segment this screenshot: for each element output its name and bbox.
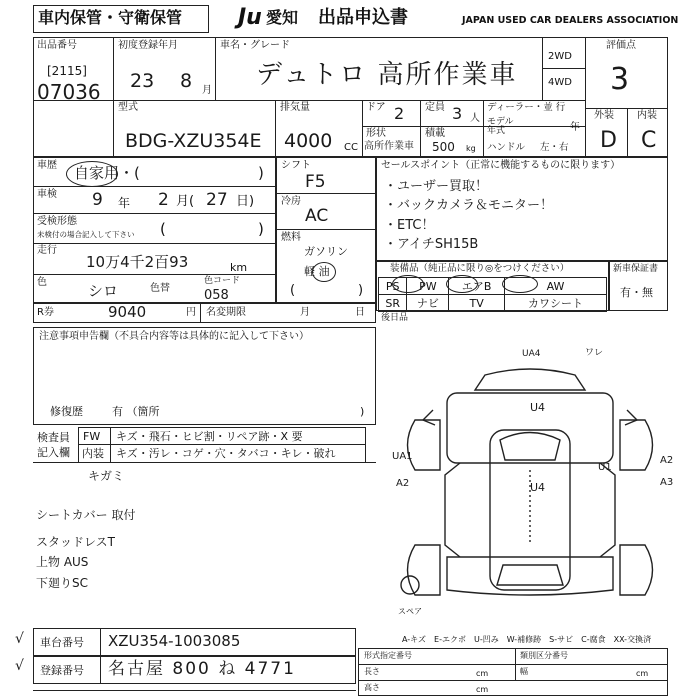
exterior-label: 外装 bbox=[594, 110, 614, 121]
color-value: シロ bbox=[88, 282, 119, 300]
repair-close: ) bbox=[360, 405, 365, 418]
diagram-label-crack: ワレ bbox=[585, 348, 604, 358]
sales-point-4: ・アイチSH15B bbox=[384, 237, 479, 252]
sales-point-2: ・バックカメラ＆モニター！ bbox=[384, 198, 554, 213]
fuel-circle bbox=[312, 262, 336, 282]
size-width: 幅 bbox=[520, 667, 528, 676]
registration-year: 23 bbox=[130, 70, 155, 92]
registration-month-unit: 月 bbox=[202, 85, 212, 96]
inspector-interior-text: キズ・汚レ・コゲ・穴・タバコ・キレ・破れ bbox=[116, 447, 336, 460]
mileage-value: 10万4千2百93 bbox=[86, 253, 189, 271]
inspection-month-unit: 月( bbox=[176, 194, 195, 209]
notes-label: 注意事項申告欄（不具合内容等は具体的に記入して下さい） bbox=[39, 331, 309, 342]
color-change-label: 色替 bbox=[150, 283, 170, 294]
recycle-value: 9040 bbox=[108, 303, 147, 321]
capacity-value: 3 bbox=[452, 104, 463, 123]
load-label: 積載 bbox=[425, 128, 445, 139]
mileage-label: 走行 bbox=[37, 245, 57, 256]
size-height-unit: cm bbox=[476, 685, 489, 694]
shift-label: シフト bbox=[281, 160, 311, 171]
lot-number: 07036 bbox=[37, 80, 101, 104]
sales-points-label: セールスポイント（正常に機能するものに限ります） bbox=[381, 160, 621, 171]
lot-label: 出品番号 bbox=[37, 40, 77, 51]
recycle-block bbox=[33, 303, 376, 323]
repair-label: 修復歴 bbox=[50, 405, 83, 418]
fuel-label: 燃料 bbox=[281, 232, 301, 243]
model-label: 型式 bbox=[118, 102, 138, 113]
inspection-day: 27 bbox=[206, 190, 228, 210]
equip-ps: PS bbox=[379, 278, 407, 295]
inspection-day-unit: 日) bbox=[236, 194, 255, 209]
size-length-unit: cm bbox=[476, 669, 489, 678]
size-length: 長さ bbox=[364, 667, 380, 676]
lot-sub-number: [2115] bbox=[47, 64, 87, 78]
dealer-label: ディーラー・並 行 bbox=[487, 102, 566, 113]
exterior-grade: D bbox=[600, 128, 617, 153]
load-value: 500 bbox=[432, 140, 455, 154]
equip-airbag-circle bbox=[502, 275, 538, 293]
car-damage-diagram bbox=[385, 345, 675, 615]
equip-airbag: エアB bbox=[449, 278, 505, 295]
interior-label: 内装 bbox=[637, 110, 657, 121]
spec-label-2: 類別区分番号 bbox=[520, 651, 568, 660]
doors-value: 2 bbox=[394, 104, 405, 123]
displacement-label: 排気量 bbox=[280, 102, 310, 113]
ac-value: AC bbox=[305, 206, 329, 226]
size-width-unit: cm bbox=[636, 669, 649, 678]
left-mark-2: √ bbox=[15, 658, 24, 674]
note-4: 下廻りSC bbox=[36, 576, 88, 590]
diagram-label-u1: U1 bbox=[598, 462, 612, 473]
plate-label: 登録番号 bbox=[40, 664, 84, 677]
diagram-label-a3: A3 bbox=[660, 477, 674, 488]
inspection-year-unit: 年 bbox=[118, 196, 131, 210]
rating-value: 3 bbox=[610, 62, 630, 97]
history-label: 車歴 bbox=[37, 160, 57, 171]
fuel-option: 軽 油 bbox=[304, 265, 330, 278]
model-year-label: モデル 年式 bbox=[487, 117, 514, 136]
history-value: 自家用・( bbox=[74, 164, 140, 182]
spec-label-1: 形式指定番号 bbox=[364, 651, 412, 660]
shape-label: 形状 bbox=[366, 128, 386, 139]
equip-tv: TV bbox=[449, 295, 505, 312]
history-circle bbox=[66, 161, 118, 187]
name-change-month: 月 bbox=[300, 307, 310, 318]
inspector-interior-head: 内装 bbox=[82, 447, 104, 460]
equip-pw-circle bbox=[446, 275, 478, 293]
displacement-value: 4000 bbox=[284, 130, 333, 152]
capacity-label: 定員 bbox=[425, 102, 445, 113]
load-unit: kg bbox=[466, 144, 476, 153]
fuel-paren-close: ) bbox=[358, 283, 364, 298]
equip-pw: PW bbox=[407, 278, 449, 295]
equip-aw: AW bbox=[504, 278, 606, 295]
model-value: BDG-XZU354E bbox=[125, 130, 262, 152]
name-change-day: 日 bbox=[355, 307, 365, 318]
spare-label: スペア bbox=[398, 607, 422, 616]
storage-label: 車内保管・守衛保管 bbox=[38, 8, 183, 27]
note-2: スタッドレスT bbox=[36, 535, 115, 549]
fuel-value: ガソリン bbox=[304, 245, 348, 258]
inspection-year: 9 bbox=[92, 190, 103, 210]
diagram-label-ua1: UA1 bbox=[392, 451, 413, 462]
diagram-label-a2-right: A2 bbox=[660, 455, 674, 466]
chassis-label: 車台番号 bbox=[40, 636, 84, 649]
later-items-label: 後日品 bbox=[381, 313, 409, 323]
fuel-paren-open: ( bbox=[290, 283, 296, 298]
registration-label: 初度登録年月 bbox=[118, 40, 178, 51]
diagram-label-a2-left: A2 bbox=[396, 478, 410, 489]
mileage-unit: km bbox=[230, 261, 248, 274]
model-year-unit: 年 bbox=[570, 122, 580, 133]
note-3: 上物 AUS bbox=[36, 555, 89, 569]
brand-logo: Ju bbox=[238, 5, 262, 30]
handle-label: ハンドル bbox=[487, 142, 526, 153]
brand-region: 愛知 bbox=[266, 8, 299, 27]
inspector-label-2: 記入欄 bbox=[37, 446, 70, 459]
inspector-fw-text: キズ・飛石・ヒビ割・リペア跡・X 要 bbox=[116, 430, 303, 443]
receipt-paren-close: ) bbox=[258, 220, 264, 238]
receipt-label: 受検形態 bbox=[37, 216, 77, 227]
sales-point-1: ・ユーザー買取！ bbox=[384, 179, 489, 194]
equip-sr: SR bbox=[379, 295, 407, 312]
inspector-fw-head: FW bbox=[83, 430, 101, 443]
doors-label: ドア bbox=[366, 102, 386, 113]
shape-value: 高所作業車 bbox=[364, 141, 414, 152]
size-height: 高さ bbox=[364, 683, 380, 692]
inspection-month: 2 bbox=[158, 190, 169, 210]
receipt-paren-open: ( bbox=[160, 220, 166, 238]
color-label: 色 bbox=[37, 277, 47, 288]
registration-month: 8 bbox=[180, 70, 193, 92]
diagram-label-u4-center: U4 bbox=[530, 481, 546, 494]
car-name-label: 車名・グレード bbox=[220, 40, 290, 51]
equip-leather: カワシート bbox=[504, 295, 606, 312]
form-title: 出品申込書 bbox=[318, 7, 408, 28]
color-code-value: 058 bbox=[204, 288, 229, 303]
warranty-value: 有・無 bbox=[620, 286, 653, 299]
receipt-note: 未検付の場合記入して下さい bbox=[37, 230, 135, 239]
inspector-label-1: 検査員 bbox=[37, 431, 70, 444]
left-mark-1: √ bbox=[15, 631, 24, 647]
equipment-label: 装備品（純正品に限り◎をつけください） bbox=[390, 263, 570, 274]
recycle-label: R券 bbox=[37, 307, 54, 318]
plate-value: 名古屋 800 ね 4771 bbox=[108, 659, 296, 679]
rating-label: 評価点 bbox=[606, 40, 636, 51]
inspection-label: 車検 bbox=[37, 189, 57, 200]
drive-2wd: 2WD bbox=[548, 51, 572, 62]
displacement-unit: CC bbox=[344, 142, 358, 153]
diagram-label-ua4: UA4 bbox=[522, 349, 541, 359]
color-code-label: 色コード bbox=[204, 276, 241, 286]
repair-value: 有 （箇所 bbox=[112, 405, 160, 418]
handle-value: 左・右 bbox=[540, 142, 569, 153]
recycle-unit: 円 bbox=[186, 307, 196, 318]
history-close: ) bbox=[258, 164, 264, 182]
association-name: JAPAN USED CAR DEALERS ASSOCIATION bbox=[462, 15, 679, 26]
shift-value: F5 bbox=[305, 172, 326, 192]
note-1: シートカバー 取付 bbox=[36, 508, 136, 522]
inspector-note: キガミ bbox=[88, 469, 125, 483]
diagram-label-u4-top: U4 bbox=[530, 401, 546, 414]
capacity-unit: 人 bbox=[470, 113, 480, 124]
name-change-label: 名変期限 bbox=[206, 307, 246, 318]
warranty-label: 新車保証書 bbox=[613, 264, 659, 274]
equip-ps-circle bbox=[392, 275, 424, 293]
chassis-value: XZU354-1003085 bbox=[108, 632, 241, 650]
interior-grade: C bbox=[641, 128, 657, 153]
equip-navi: ナビ bbox=[407, 295, 449, 312]
ac-label: 冷房 bbox=[281, 196, 301, 207]
damage-legend: A-キズ E-エクボ U-凹み W-補修跡 S-サビ C-腐食 XX-交換済 bbox=[402, 635, 652, 644]
sales-point-3: ・ETC！ bbox=[384, 218, 435, 233]
car-name-value: デュトロ 高所作業車 bbox=[256, 60, 518, 90]
drive-4wd: 4WD bbox=[548, 77, 572, 88]
